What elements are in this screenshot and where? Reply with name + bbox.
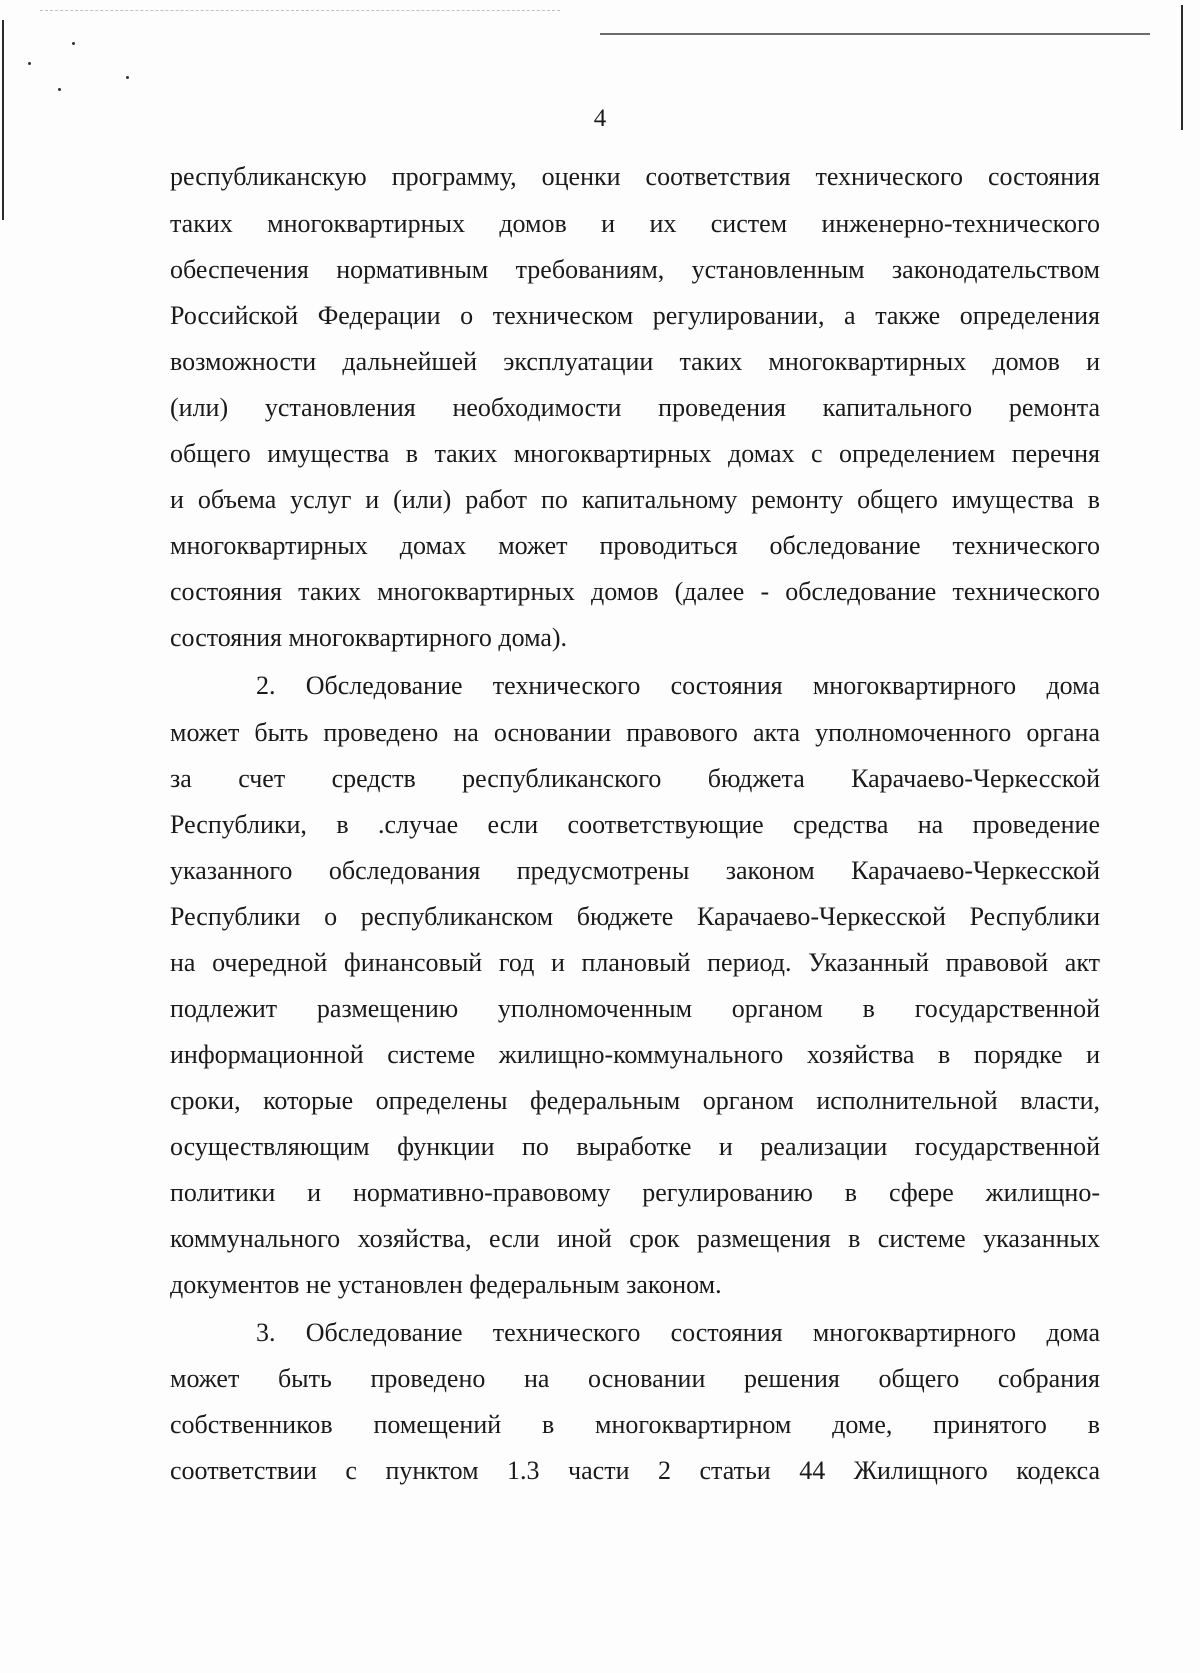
text-line: осуществляющим функции по выработке и реализации государственной [170, 1132, 1100, 1161]
text-line: за счет средств республиканского бюджета Карачаево-Черкесской [170, 764, 1100, 793]
text-line: Республики, в .случае если соответствующие средства на проведение [170, 810, 1100, 839]
text-line: общего имущества в таких многоквартирных домах с определением перечня [170, 439, 1100, 468]
text-line: (или) установления необходимости проведения капитального ремонта [170, 393, 1100, 422]
text-line: таких многоквартирных домов и их систем инженерно-технического [170, 209, 1100, 238]
text-line: коммунального хозяйства, если иной срок размещения в системе указанных [170, 1224, 1100, 1253]
text-line: соответствии с пунктом 1.3 части 2 статьи 44 Жилищного кодекса [170, 1456, 1100, 1485]
text-line: указанного обследования предусмотрены законом Карачаево-Черкесской [170, 856, 1100, 885]
text-line: республиканскую программу, оценки соответствия технического состояния [170, 162, 1100, 191]
text-line: на очередной финансовый год и плановый период. Указанный правовой акт [170, 948, 1100, 977]
text-line: может быть проведено на основании правового акта уполномоченного органа [170, 718, 1100, 747]
scan-speck [72, 42, 75, 45]
text-line: возможности дальнейшей эксплуатации таких многоквартирных домов и [170, 347, 1100, 376]
text-line: собственников помещений в многоквартирном доме, принятого в [170, 1410, 1100, 1439]
scan-artifact-top-left [40, 10, 560, 11]
text-line: сроки, которые определены федеральным органом исполнительной власти, [170, 1086, 1100, 1115]
text-line: состояния таких многоквартирных домов (далее - обследование технического [170, 577, 1100, 606]
text-line: состояния многоквартирного дома). [170, 623, 568, 652]
text-line: подлежит размещению уполномоченным органом в государственной [170, 994, 1100, 1023]
scan-speck [126, 76, 129, 79]
text-line: Республики о республиканском бюджете Карачаево-Черкесской Республики [170, 902, 1100, 931]
text-line: 2. Обследование технического состояния многоквартирного дома [256, 671, 1100, 700]
text-line: информационной системе жилищно-коммунального хозяйства в порядке и [170, 1040, 1100, 1069]
page-number: 4 [593, 105, 607, 132]
text-line: 3. Обследование технического состояния многоквартирного дома [256, 1318, 1100, 1347]
scan-speck [58, 88, 61, 91]
text-line: Российской Федерации о техническом регулировании, а также определения [170, 301, 1100, 330]
scan-artifact-top-right [600, 33, 1150, 35]
text-line: может быть проведено на основании решения общего собрания [170, 1364, 1100, 1393]
text-line: и объема услуг и (или) работ по капитальному ремонту общего имущества в [170, 485, 1100, 514]
text-line: многоквартирных домах может проводиться обследование технического [170, 531, 1100, 560]
text-line: политики и нормативно-правовому регулированию в сфере жилищно- [170, 1178, 1100, 1207]
text-line: документов не установлен федеральным законом. [170, 1270, 722, 1299]
scan-speck [28, 62, 31, 65]
text-line: обеспечения нормативным требованиям, установленным законодательством [170, 255, 1100, 284]
